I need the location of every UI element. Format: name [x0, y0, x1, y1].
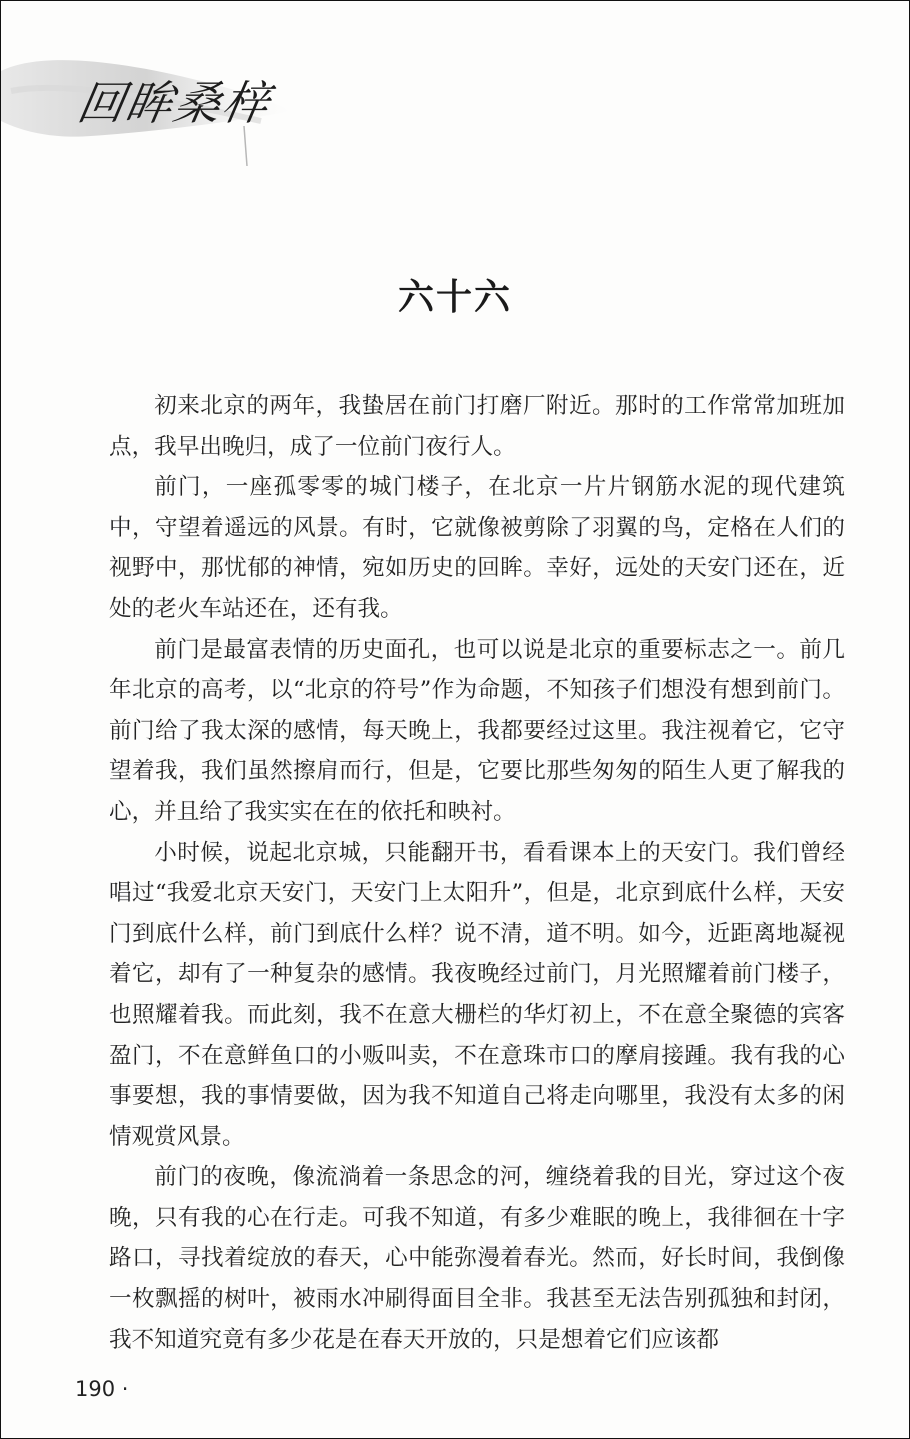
paragraph: 初来北京的两年，我蛰居在前门打磨厂附近。那时的工作常常加班加点，我早出晚归，成了一位前门夜行人。 [109, 393, 845, 460]
paragraph: 前门，一座孤零零的城门楼子，在北京一片片钢筋水泥的现代建筑中，守望着遥远的风景。有时，它就像被剪除了羽翼的鸟，定格在人们的视野中，那忧郁的神情，宛如历史的回眸。幸好，远处的天安门还在，近处的老火车站还在，还有我。 [109, 474, 845, 622]
chapter-body [109, 386, 845, 1360]
paragraph: 小时候，说起北京城，只能翻开书，看看课本上的天安门。我们曾经唱过“我爱北京天安门，天安门上太阳升”，但是，北京到底什么样，天安门到底什么样，前门到底什么样？说不清，道不明。如今，近距离地凝视着它，却有了一种复杂的感情。我夜晚经过前门，月光照耀着前门楼子，也照耀着我。而此刻，我不在意大栅栏的华灯初上，不在意全聚德的宾客盈门，不在意鲜鱼口的小贩叫卖，不在意珠市口的摩肩接踵。我有我的心事要想，我的事情要做，因为我不知道自己将走向哪里，我没有太多的闲情观赏风景。 [109, 839, 845, 1150]
paragraph: 前门的夜晚，像流淌着一条思念的河，缠绕着我的目光，穿过这个夜晚，只有我的心在行走。可我不知道，有多少难眠的晚上，我徘徊在十字路口，寻找着绽放的春天，心中能弥漫着春光。然而，好长时间，我倒像一枚飘摇的树叶，被雨水冲刷得面目全非。我甚至无法告别孤独和封闭，我不知道究竟有多少花是在春天开放的，只是想着它们应该都 [109, 1164, 845, 1353]
chapter-title: 六十六 [397, 277, 512, 318]
book-section-title: 回眸桑梓 [73, 76, 276, 130]
page-number: 190 · [75, 1377, 129, 1401]
paragraph: 前门是最富表情的历史面孔，也可以说是北京的重要标志之一。前几年北京的高考，以“北京的符号”作为命题，不知孩子们想没有想到前门。前门给了我太深的感情，每天晚上，我都要经过这里。我注视着它，它守望着我，我们虽然擦肩而行，但是，它要比那些匆匆的陌生人更了解我的心，并且给了我实实在在的依托和映衬。 [109, 636, 845, 825]
